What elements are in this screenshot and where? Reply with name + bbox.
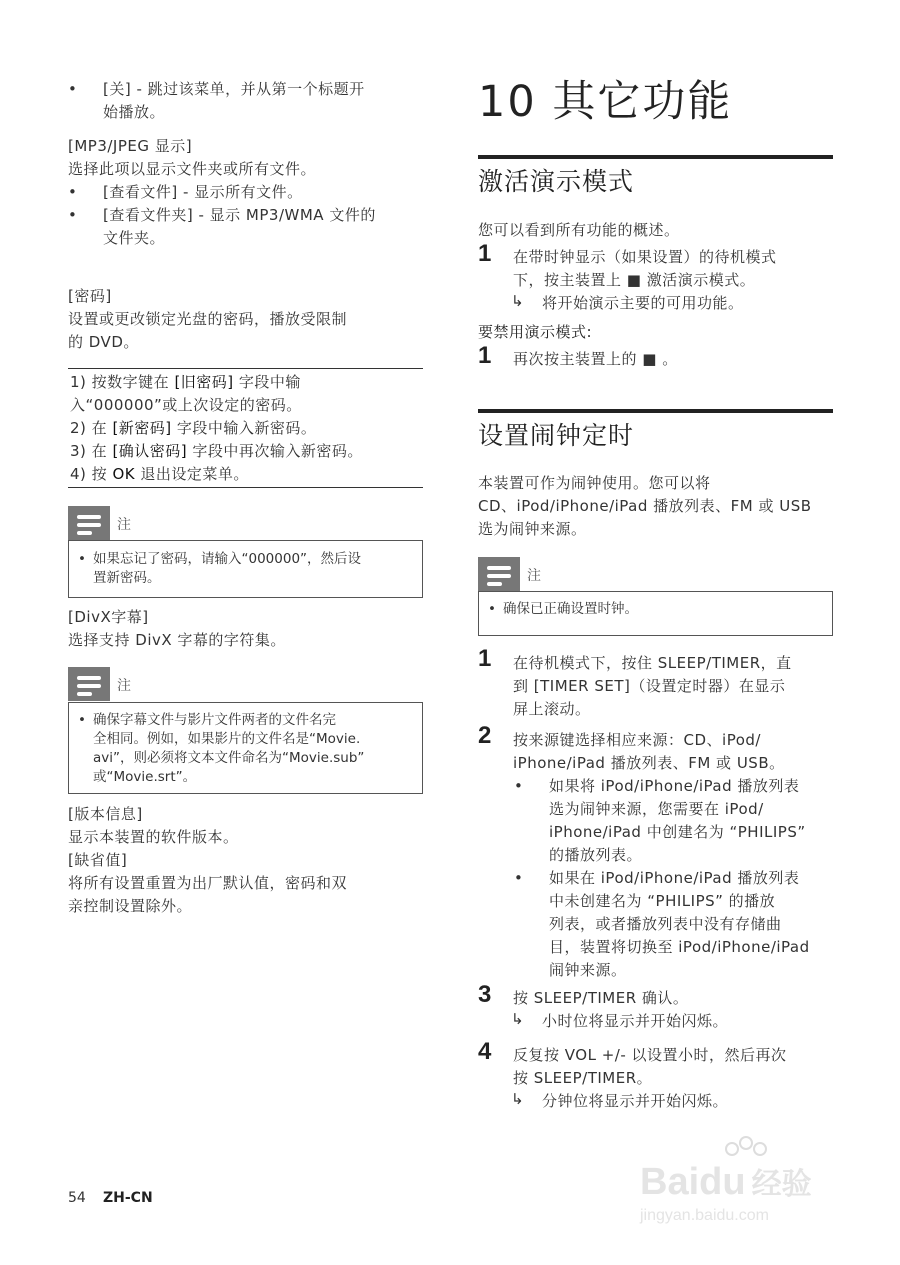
version-desc: 显示本装置的软件版本。 xyxy=(68,828,239,846)
section-rule xyxy=(478,409,833,413)
note-icon xyxy=(68,667,110,701)
step-number: 2 xyxy=(478,722,492,749)
watermark-url: jingyan.baidu.com xyxy=(640,1207,769,1224)
note-label: 注 xyxy=(117,678,131,694)
watermark-brand: Bai xyxy=(640,1161,700,1203)
password-desc-2: 的 DVD。 xyxy=(68,333,139,351)
step-number: 3 xyxy=(478,981,492,1008)
default-desc-2: 亲控制设置除外。 xyxy=(68,897,193,915)
password-step-3: 3) 在 [确认密码] 字段中再次输入新密码。 xyxy=(70,442,363,460)
watermark-suffix: 经验 xyxy=(751,1168,812,1201)
alarm-subbullet-line: 中未创建名为 “PHILIPS” 的播放 xyxy=(549,892,776,910)
arrow-icon: ↳ xyxy=(511,1090,524,1108)
alarm-step4-line: 反复按 VOL +/- 以设置小时，然后再次 xyxy=(513,1046,787,1064)
default-desc-1: 将所有设置重置为出厂默认值，密码和双 xyxy=(68,874,348,892)
alarm-subbullet-line: 如果将 iPod/iPhone/iPad 播放列表 xyxy=(549,777,800,795)
password-step-4: 4) 按 OK 退出设定菜单。 xyxy=(70,465,249,483)
alarm-subbullet-line: 如果在 iPod/iPhone/iPad 播放列表 xyxy=(549,869,800,887)
alarm-subbullet-line: 目，装置将切换至 iPod/iPhone/iPad xyxy=(549,938,810,956)
alarm-heading: 设置闹钟定时 xyxy=(478,421,635,450)
alarm-intro-2: CD、iPod/iPhone/iPad 播放列表、FM 或 USB xyxy=(478,497,812,515)
bullet: • xyxy=(514,777,524,795)
chapter-title: 10 其它功能 xyxy=(478,77,733,127)
step-number: 1 xyxy=(478,342,492,369)
alarm-intro-3: 选为闹钟来源。 xyxy=(478,520,587,538)
divx-heading: [DivX字幕] xyxy=(68,608,149,626)
alarm-step4-result: 分钟位将显示并开始闪烁。 xyxy=(542,1092,729,1110)
off-label: [关] xyxy=(103,80,132,98)
default-heading: [缺省值] xyxy=(68,851,128,869)
mp3-heading: [MP3/JPEG 显示] xyxy=(68,137,193,155)
alarm-step1-line: 屏上滚动。 xyxy=(513,700,591,718)
alarm-subbullet-line: 闹钟来源。 xyxy=(549,961,627,979)
alarm-step2-line: iPhone/iPad 播放列表、FM 或 USB。 xyxy=(513,754,785,772)
note-label: 注 xyxy=(117,517,131,533)
alarm-intro-1: 本装置可作为闹钟使用。您可以将 xyxy=(478,474,711,492)
step-number: 4 xyxy=(478,1038,492,1065)
page-number: 54 xyxy=(68,1190,86,1206)
alarm-step3-line: 按 SLEEP/TIMER 确认。 xyxy=(513,989,689,1007)
alarm-step1-line: 在待机模式下，按住 SLEEP/TIMER，直 xyxy=(513,654,792,672)
bullet: • xyxy=(514,869,524,887)
mp3-desc: 选择此项以显示文件夹或所有文件。 xyxy=(68,160,317,178)
version-heading: [版本信息] xyxy=(68,805,143,823)
demo-step1-line1: 在带时钟显示（如果设置）的待机模式 xyxy=(513,248,777,266)
divx-desc: 选择支持 DivX 字幕的字符集。 xyxy=(68,631,286,649)
note-icon xyxy=(478,557,520,591)
alarm-step1-line: 到 [TIMER SET]（设置定时器）在显示 xyxy=(513,677,786,695)
disable-demo-label: 要禁用演示模式: xyxy=(478,323,593,341)
password-step-2: 2) 在 [新密码] 字段中输入新密码。 xyxy=(70,419,317,437)
arrow-icon: ↳ xyxy=(511,292,524,310)
note-icon xyxy=(68,506,110,540)
alarm-note-box: • 确保已正确设置时钟。 xyxy=(478,591,833,636)
baidu-watermark xyxy=(640,1135,860,1235)
alarm-step2-line: 按来源键选择相应来源：CD、iPod/ xyxy=(513,731,761,749)
demo-step1-line2: 下，按主装置上 ■ 激活演示模式。 xyxy=(513,271,756,289)
step-number: 1 xyxy=(478,645,492,672)
password-desc-1: 设置或更改锁定光盘的密码，播放受限制 xyxy=(68,310,348,328)
password-note-box: • 如果忘记了密码，请输入“000000”，然后设 置新密码。 xyxy=(68,540,423,598)
alarm-step3-result: 小时位将显示并开始闪烁。 xyxy=(542,1012,729,1030)
demo-step1-result: 将开始演示主要的可用功能。 xyxy=(542,294,744,312)
section-rule xyxy=(478,155,833,159)
password-steps-box xyxy=(68,368,423,488)
note-label: 注 xyxy=(527,568,541,584)
password-step-1: 1) 按数字键在 [旧密码] 字段中输 xyxy=(70,373,301,391)
alarm-subbullet-line: 选为闹钟来源，您需要在 iPod/ xyxy=(549,800,764,818)
password-heading: [密码] xyxy=(68,287,112,305)
alarm-subbullet-line: 的播放列表。 xyxy=(549,846,643,864)
watermark-brand2: du xyxy=(699,1161,746,1203)
divx-note-box: • 确保字幕文件与影片文件两者的文件名完 全相同。例如，如果影片的文件名是“Movie. avi”，则必须将文本文件命名为“Movie.sub” 或“Movie.srt”。 xyxy=(68,702,423,794)
demo-step2: 再次按主装置上的 ■ 。 xyxy=(513,350,678,368)
demo-heading: 激活演示模式 xyxy=(478,167,635,196)
alarm-subbullet-line: 列表，或者播放列表中没有存储曲 xyxy=(549,915,782,933)
language-code: ZH-CN xyxy=(103,1190,153,1206)
password-step-1b: 入“000000”或上次设定的密码。 xyxy=(70,396,302,414)
alarm-subbullet-line: iPhone/iPad 中创建名为 “PHILIPS” xyxy=(549,823,806,841)
demo-intro: 您可以看到所有功能的概述。 xyxy=(478,221,680,239)
alarm-step4-line: 按 SLEEP/TIMER。 xyxy=(513,1069,653,1087)
step-number: 1 xyxy=(478,240,492,267)
arrow-icon: ↳ xyxy=(511,1010,524,1028)
